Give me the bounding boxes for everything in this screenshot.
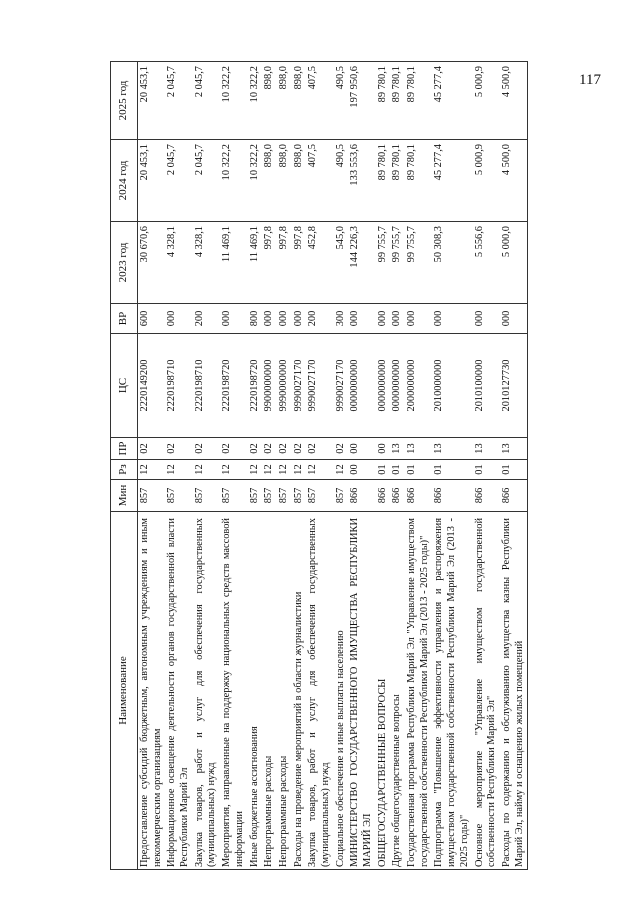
cell-y2023: 997,8 xyxy=(262,222,277,304)
cell-y2025: 898,0 xyxy=(262,62,277,140)
cell-y2024: 133 553,6 xyxy=(348,140,375,222)
cell-rz: 12 xyxy=(248,460,263,480)
cell-pr: 02 xyxy=(220,438,247,460)
rotated-table-area xyxy=(110,60,620,870)
cell-pr: 02 xyxy=(277,438,292,460)
cell-name: Расходы на проведение мероприятий в области журналистики xyxy=(292,512,307,870)
cell-name: МИНИСТЕРСТВО ГОСУДАРСТВЕННОГО ИМУЩЕСТВА РЕСПУБЛИКИ МАРИЙ ЭЛ xyxy=(348,512,375,870)
cell-pr: 00 xyxy=(376,438,391,460)
cell-name: Мероприятия, направленные на поддержку национальных средств массовой информации xyxy=(220,512,247,870)
cell-cs: 2220198710 xyxy=(165,334,192,438)
cell-y2023: 4 328,1 xyxy=(193,222,220,304)
cell-y2024: 20 453,1 xyxy=(138,140,166,222)
cell-y2025: 197 950,6 xyxy=(348,62,375,140)
cell-rz: 00 xyxy=(348,460,375,480)
table-row xyxy=(376,62,391,870)
table-row xyxy=(138,62,166,870)
cell-cs: 2010000000 xyxy=(432,334,472,438)
cell-y2024: 45 277,4 xyxy=(432,140,472,222)
cell-cs: 2010100000 xyxy=(473,334,500,438)
budget-table xyxy=(110,61,528,870)
cell-y2025: 10 322,2 xyxy=(220,62,247,140)
cell-y2024: 898,0 xyxy=(277,140,292,222)
cell-y2025: 4 500,0 xyxy=(500,62,528,140)
header-rz: Рз xyxy=(111,460,138,480)
cell-y2023: 99 755,7 xyxy=(405,222,432,304)
cell-min: 857 xyxy=(193,480,220,512)
cell-pr: 02 xyxy=(193,438,220,460)
cell-min: 866 xyxy=(376,480,391,512)
cell-y2023: 545,0 xyxy=(334,222,349,304)
table-row xyxy=(348,62,375,870)
cell-rz: 01 xyxy=(376,460,391,480)
cell-min: 866 xyxy=(390,480,405,512)
cell-y2025: 5 000,9 xyxy=(473,62,500,140)
cell-pr: 02 xyxy=(262,438,277,460)
cell-min: 866 xyxy=(432,480,472,512)
header-2025: 2025 год xyxy=(111,62,138,140)
cell-y2024: 10 322,2 xyxy=(220,140,247,222)
cell-y2025: 898,0 xyxy=(277,62,292,140)
cell-y2023: 5 000,0 xyxy=(500,222,528,304)
cell-name: Социальное обеспечение и иные выплаты населению xyxy=(334,512,349,870)
cell-pr: 02 xyxy=(248,438,263,460)
cell-min: 857 xyxy=(248,480,263,512)
cell-y2023: 99 755,7 xyxy=(376,222,391,304)
cell-pr: 13 xyxy=(432,438,472,460)
cell-min: 857 xyxy=(262,480,277,512)
table-row xyxy=(405,62,432,870)
table-row xyxy=(193,62,220,870)
cell-min: 857 xyxy=(277,480,292,512)
cell-name: Непрограммные расходы xyxy=(262,512,277,870)
cell-vr: 000 xyxy=(277,304,292,334)
cell-min: 857 xyxy=(306,480,333,512)
cell-vr: 300 xyxy=(334,304,349,334)
cell-cs: 2220198720 xyxy=(220,334,247,438)
cell-y2024: 898,0 xyxy=(292,140,307,222)
cell-vr: 000 xyxy=(220,304,247,334)
cell-y2024: 10 322,2 xyxy=(248,140,263,222)
cell-rz: 01 xyxy=(432,460,472,480)
cell-min: 857 xyxy=(138,480,166,512)
cell-pr: 02 xyxy=(138,438,166,460)
cell-vr: 000 xyxy=(432,304,472,334)
cell-y2023: 5 556,6 xyxy=(473,222,500,304)
header-pr: ПР xyxy=(111,438,138,460)
cell-min: 857 xyxy=(165,480,192,512)
cell-y2024: 89 780,1 xyxy=(390,140,405,222)
cell-cs: 0000000000 xyxy=(376,334,391,438)
cell-y2024: 2 045,7 xyxy=(165,140,192,222)
cell-min: 866 xyxy=(473,480,500,512)
cell-vr: 600 xyxy=(138,304,166,334)
cell-y2025: 407,5 xyxy=(306,62,333,140)
cell-vr: 000 xyxy=(405,304,432,334)
cell-y2023: 4 328,1 xyxy=(165,222,192,304)
cell-cs: 2220198720 xyxy=(248,334,263,438)
cell-vr: 000 xyxy=(500,304,528,334)
cell-rz: 12 xyxy=(306,460,333,480)
cell-y2023: 99 755,7 xyxy=(390,222,405,304)
header-cs: ЦС xyxy=(111,334,138,438)
cell-y2025: 2 045,7 xyxy=(165,62,192,140)
cell-cs: 0000000000 xyxy=(348,334,375,438)
cell-rz: 12 xyxy=(193,460,220,480)
cell-cs: 9990027170 xyxy=(306,334,333,438)
cell-y2025: 10 322,2 xyxy=(248,62,263,140)
cell-cs: 0000000000 xyxy=(390,334,405,438)
cell-y2025: 898,0 xyxy=(292,62,307,140)
cell-pr: 02 xyxy=(334,438,349,460)
cell-y2025: 490,5 xyxy=(334,62,349,140)
table-row xyxy=(262,62,277,870)
table-row xyxy=(500,62,528,870)
cell-rz: 12 xyxy=(334,460,349,480)
cell-rz: 01 xyxy=(390,460,405,480)
cell-pr: 00 xyxy=(348,438,375,460)
cell-cs: 2220149200 xyxy=(138,334,166,438)
table-row xyxy=(334,62,349,870)
page-number: 117 xyxy=(579,72,601,88)
cell-rz: 12 xyxy=(292,460,307,480)
header-2023: 2023 год xyxy=(111,222,138,304)
cell-pr: 02 xyxy=(165,438,192,460)
table-row xyxy=(292,62,307,870)
table-row xyxy=(248,62,263,870)
header-name: Наименование xyxy=(111,512,138,870)
cell-vr: 000 xyxy=(390,304,405,334)
budget-table-sheet xyxy=(110,60,620,870)
table-row xyxy=(390,62,405,870)
cell-y2025: 89 780,1 xyxy=(376,62,391,140)
cell-rz: 12 xyxy=(277,460,292,480)
cell-y2023: 144 226,3 xyxy=(348,222,375,304)
cell-y2023: 11 469,1 xyxy=(220,222,247,304)
cell-y2023: 997,8 xyxy=(277,222,292,304)
header-vr: ВР xyxy=(111,304,138,334)
cell-cs: 2000000000 xyxy=(405,334,432,438)
cell-vr: 800 xyxy=(248,304,263,334)
table-header-row xyxy=(111,62,138,870)
cell-y2024: 89 780,1 xyxy=(376,140,391,222)
cell-rz: 12 xyxy=(262,460,277,480)
cell-name: Основное мероприятие "Управление имуществом государственной собственности Республики Марий Эл" xyxy=(473,512,500,870)
cell-y2025: 20 453,1 xyxy=(138,62,166,140)
cell-name: Государственная программа Республики Марий Эл "Управление имуществом государственной собственности Республики Марий Эл (2013 - 2025 годы)" xyxy=(405,512,432,870)
cell-vr: 000 xyxy=(473,304,500,334)
cell-min: 866 xyxy=(348,480,375,512)
cell-vr: 200 xyxy=(193,304,220,334)
cell-rz: 12 xyxy=(220,460,247,480)
cell-pr: 13 xyxy=(473,438,500,460)
table-row xyxy=(165,62,192,870)
cell-name: Непрограммные расходы xyxy=(277,512,292,870)
cell-rz: 12 xyxy=(165,460,192,480)
cell-y2024: 5 000,9 xyxy=(473,140,500,222)
cell-min: 857 xyxy=(334,480,349,512)
cell-pr: 02 xyxy=(306,438,333,460)
cell-name: Закупка товаров, работ и услуг для обеспечения государственных (муниципальных) нужд xyxy=(306,512,333,870)
cell-vr: 000 xyxy=(376,304,391,334)
cell-pr: 13 xyxy=(500,438,528,460)
table-row xyxy=(220,62,247,870)
cell-cs: 9990000000 xyxy=(277,334,292,438)
cell-min: 866 xyxy=(405,480,432,512)
cell-min: 866 xyxy=(500,480,528,512)
cell-vr: 000 xyxy=(292,304,307,334)
cell-pr: 13 xyxy=(390,438,405,460)
cell-y2025: 45 277,4 xyxy=(432,62,472,140)
cell-rz: 01 xyxy=(405,460,432,480)
cell-y2024: 407,5 xyxy=(306,140,333,222)
cell-rz: 12 xyxy=(138,460,166,480)
cell-pr: 13 xyxy=(405,438,432,460)
cell-y2024: 898,0 xyxy=(262,140,277,222)
cell-name: Другие общегосударственные вопросы xyxy=(390,512,405,870)
cell-cs: 2010127730 xyxy=(500,334,528,438)
cell-vr: 000 xyxy=(262,304,277,334)
header-2024: 2024 год xyxy=(111,140,138,222)
cell-y2023: 11 469,1 xyxy=(248,222,263,304)
cell-name: Информационное освещение деятельности органов государственной власти Республики Марий Эл xyxy=(165,512,192,870)
cell-y2024: 89 780,1 xyxy=(405,140,432,222)
table-row xyxy=(306,62,333,870)
cell-pr: 02 xyxy=(292,438,307,460)
cell-cs: 9990027170 xyxy=(292,334,307,438)
cell-vr: 000 xyxy=(165,304,192,334)
cell-cs: 9990027170 xyxy=(334,334,349,438)
cell-cs: 9900000000 xyxy=(262,334,277,438)
cell-min: 857 xyxy=(292,480,307,512)
cell-y2025: 89 780,1 xyxy=(390,62,405,140)
cell-name: Предоставление субсидий бюджетным, автономным учреждениям и иным некоммерческим организациям xyxy=(138,512,166,870)
cell-name: ОБЩЕГОСУДАРСТВЕННЫЕ ВОПРОСЫ xyxy=(376,512,391,870)
cell-y2024: 490,5 xyxy=(334,140,349,222)
cell-min: 857 xyxy=(220,480,247,512)
cell-y2024: 2 045,7 xyxy=(193,140,220,222)
cell-cs: 2220198710 xyxy=(193,334,220,438)
cell-name: Закупка товаров, работ и услуг для обеспечения государственных (муниципальных) нужд xyxy=(193,512,220,870)
cell-y2024: 4 500,0 xyxy=(500,140,528,222)
cell-y2025: 2 045,7 xyxy=(193,62,220,140)
cell-rz: 01 xyxy=(473,460,500,480)
table-row xyxy=(473,62,500,870)
table-row xyxy=(432,62,472,870)
cell-name: Расходы по содержанию и обслуживанию имущества казны Республики Марий Эл, найму и оснащению жилых помещений xyxy=(500,512,528,870)
cell-y2023: 997,8 xyxy=(292,222,307,304)
cell-y2023: 30 670,6 xyxy=(138,222,166,304)
cell-y2025: 89 780,1 xyxy=(405,62,432,140)
header-min: Мин xyxy=(111,480,138,512)
cell-y2023: 452,8 xyxy=(306,222,333,304)
table-row xyxy=(277,62,292,870)
cell-name: Подпрограмма "Повышение эффективности управления и распоряжения имуществом государственной собственности Республики Марий Эл (2013 - 2025 годы)" xyxy=(432,512,472,870)
cell-rz: 01 xyxy=(500,460,528,480)
cell-name: Иные бюджетные ассигнования xyxy=(248,512,263,870)
cell-vr: 200 xyxy=(306,304,333,334)
cell-vr: 000 xyxy=(348,304,375,334)
cell-y2023: 50 308,3 xyxy=(432,222,472,304)
